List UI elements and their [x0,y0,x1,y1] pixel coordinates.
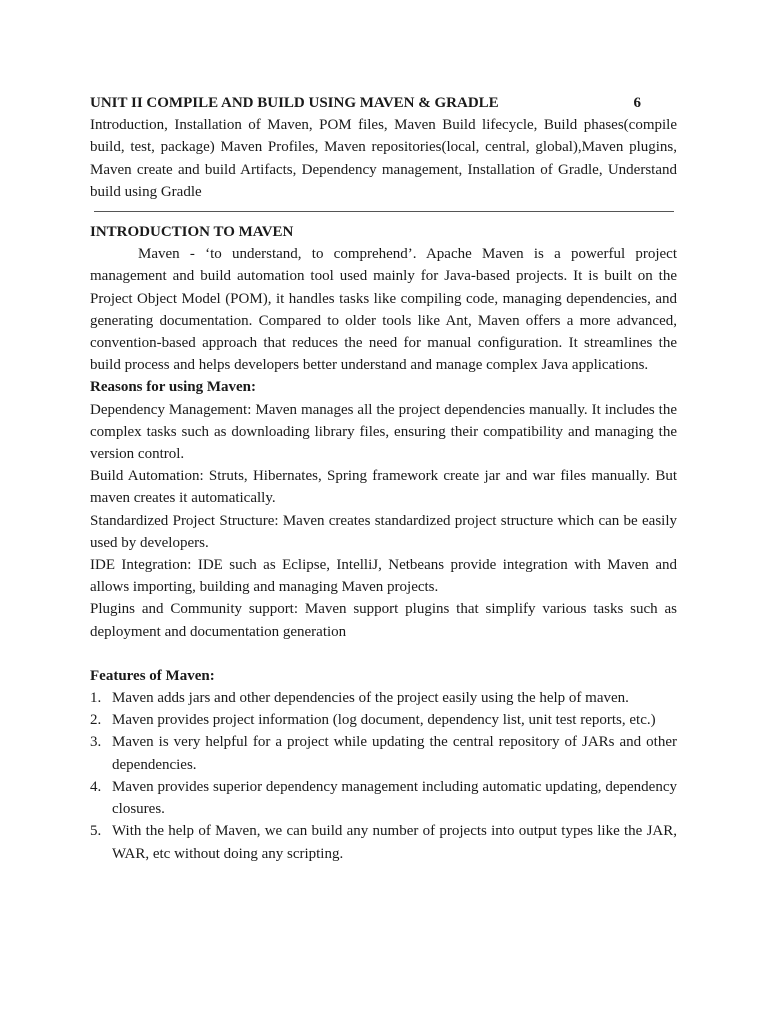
section-divider [94,211,674,212]
unit-syllabus: Introduction, Installation of Maven, POM files, Maven Build lifecycle, Build phases(compile build, test, package) Maven Profiles, Maven repositories(local, central, global),Maven plugins, Maven create and build Artifacts, Dependency management, Installation of Gradle, Understand build using Gradle [90,117,677,200]
list-number: 1. [90,690,102,707]
list-item [90,687,677,709]
reason-paragraph: Dependency Management: Maven manages all the project dependencies manually. It includes the complex tasks such as downloading library files, ensuring their compatibility and managing the version control. [90,401,677,463]
reasons-heading: Reasons for using Maven: [90,379,256,396]
list-item [90,731,677,775]
unit-title: UNIT II COMPILE AND BUILD USING MAVEN & GRADLE [90,95,499,111]
list-text: With the help of Maven, we can build any number of projects into output types like the JAR, WAR, etc without doing any scripting. [112,823,677,862]
page-content [90,92,677,865]
features-list [90,687,677,865]
list-item [90,776,677,820]
reason-paragraph: IDE Integration: IDE such as Eclipse, IntelliJ, Netbeans provide integration with Maven and allows importing, building and managing Maven projects. [90,557,677,596]
blank-line [90,643,677,665]
list-item [90,820,677,864]
reason-paragraph: Plugins and Community support: Maven support plugins that simplify various tasks such as deployment and documentation generation [90,601,677,640]
list-number: 4. [90,778,102,795]
intro-paragraph: Maven - ‘to understand, to comprehend’. Apache Maven is a powerful project management and build automation tool used mainly for Java-based projects. It is built on the Project Object Model (POM), it handles tasks like compiling code, managing dependencies, and generating documentation. Compared to older tools like Ant, Maven offers a more advanced, convention-based approach that reduces the need for manual configuration. It streamlines the build process and helps developers better understand and manage complex Java applications. [90,246,677,374]
unit-hours: 6 [633,95,641,111]
unit-header [90,92,677,114]
list-item [90,709,677,731]
features-heading: Features of Maven: [90,667,215,684]
list-text: Maven provides project information (log document, dependency list, unit test reports, etc.) [112,712,656,729]
list-number: 2. [90,712,102,729]
list-text: Maven provides superior dependency management including automatic updating, dependency closures. [112,778,677,818]
list-text: Maven adds jars and other dependencies of the project easily using the help of maven. [112,690,629,707]
reason-paragraph: Standardized Project Structure: Maven creates standardized project structure which can be easily used by developers. [90,512,677,551]
list-number: 5. [90,823,102,840]
intro-heading: INTRODUCTION TO MAVEN [90,224,294,241]
list-text: Maven is very helpful for a project while updating the central repository of JARs and other dependencies. [112,734,677,773]
list-number: 3. [90,734,102,751]
reason-paragraph: Build Automation: Struts, Hibernates, Spring framework create jar and war files manually. But maven creates it automatically. [90,468,677,507]
